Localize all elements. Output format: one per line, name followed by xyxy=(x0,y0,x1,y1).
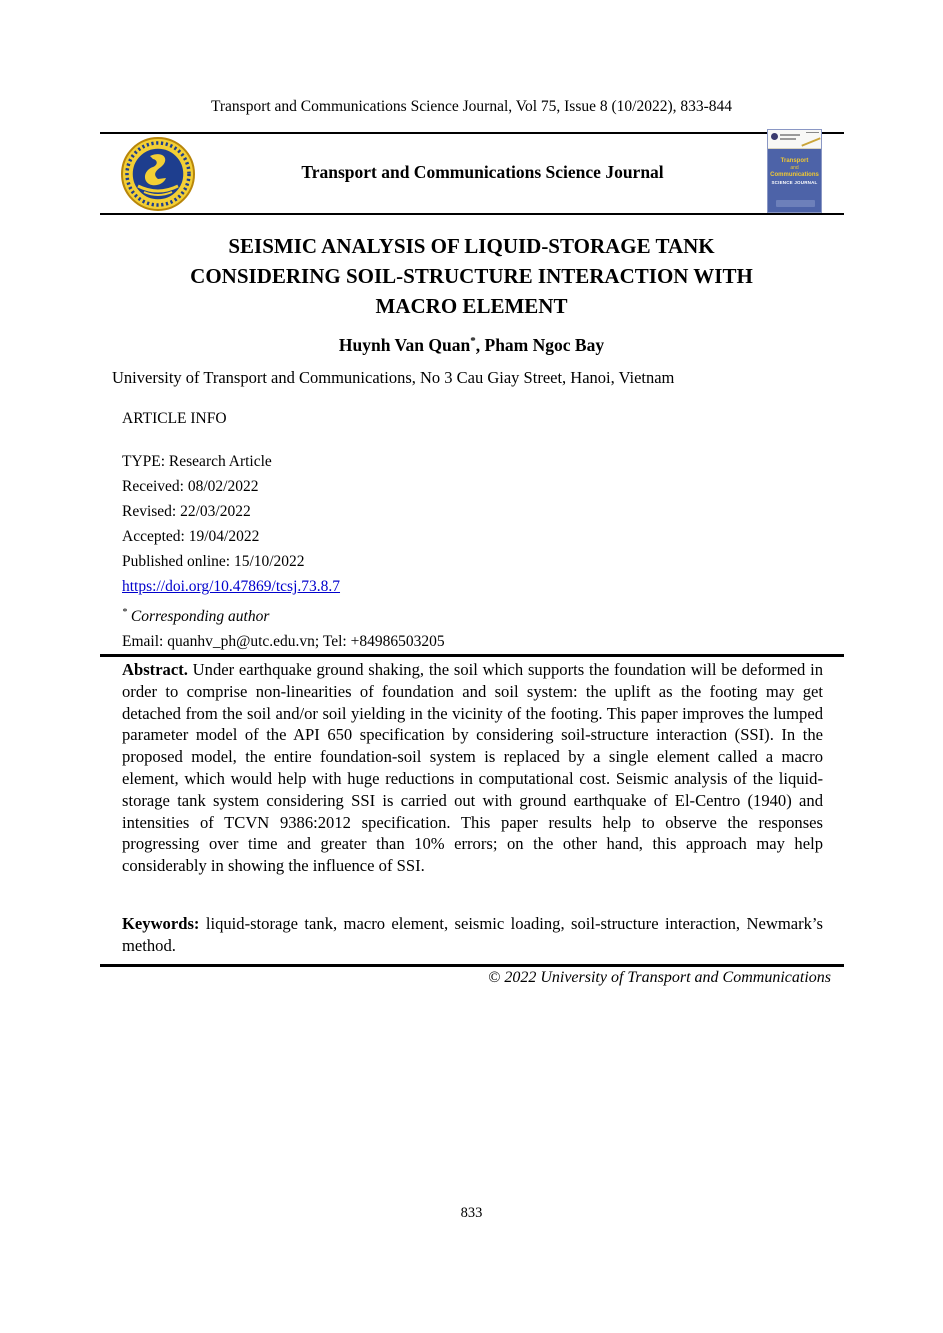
keywords-label: Keywords: xyxy=(122,914,200,933)
copyright-line: © 2022 University of Transport and Communications xyxy=(488,969,831,986)
doi-line xyxy=(122,574,682,599)
abstract-text: Under earthquake ground shaking, the soil which supports the foundation will be deformed in order to comprise non-linearities of foundation and soil system: the uplift as the footing may get detached from the soil and/or soil yielding in the vicinity of the footing. This paper improves the lumped parameter model of the API 650 specification by considering soil-structure interaction (SSI). In the proposed model, the entire foundation-soil system is replaced by a single element called a macro element, which would help with huge reductions in computational cost. Seismic analysis of the liquid-storage tank system considering SSI is carried out with ground earthquake of El-Centro (1940) and intensities of TCVN 9386:2012 specification. This paper results help to observe the responses progressing over time and greater than 10% errors; on the other hand, this approach may help considerably in showing the influence of SSI. xyxy=(122,660,823,876)
keywords-text: liquid-storage tank, macro element, seismic loading, soil-structure interaction, Newmark’s method. xyxy=(122,914,823,955)
contact-line: Email: quanhv_ph@utc.edu.vn; Tel: +84986503205 xyxy=(122,632,445,650)
utc-logo-icon xyxy=(120,136,196,212)
journal-cover-thumbnail xyxy=(767,129,822,213)
cover-title-line4: SCIENCE JOURNAL xyxy=(771,180,818,185)
cover-title-line3: Communications xyxy=(770,172,819,178)
paper-title-line3: MACRO ELEMENT xyxy=(375,294,568,318)
abstract-label: Abstract. xyxy=(122,660,188,679)
utc-logo xyxy=(120,136,196,212)
published-date: Published online: 15/10/2022 xyxy=(122,553,305,571)
article-info-block xyxy=(122,449,682,654)
cover-masthead xyxy=(768,130,821,149)
cover-title-line1: Transport xyxy=(780,158,809,164)
cover-logo-icon xyxy=(771,133,778,140)
divider-abstract-top xyxy=(100,654,844,657)
page-number: 833 xyxy=(460,1205,483,1221)
divider-keywords-bottom xyxy=(100,964,844,967)
revised-date: Revised: 22/03/2022 xyxy=(122,503,251,521)
paper-title xyxy=(0,231,943,321)
paper-title-line2: CONSIDERING SOIL-STRUCTURE INTERACTION WITH xyxy=(190,264,753,288)
accepted-date: Accepted: 19/04/2022 xyxy=(122,528,260,546)
cover-title-line2: and xyxy=(790,165,799,171)
article-info-heading: ARTICLE INFO xyxy=(122,410,227,427)
corresponding-author-marker: * xyxy=(470,335,476,348)
paper-title-line1: SEISMIC ANALYSIS OF LIQUID-STORAGE TANK xyxy=(228,234,715,258)
affiliation: University of Transport and Communications, No 3 Cau Giay Street, Hanoi, Vietnam xyxy=(112,368,675,387)
received-date: Received: 08/02/2022 xyxy=(122,478,259,496)
cover-footer-band xyxy=(776,200,815,207)
keywords xyxy=(122,913,823,957)
abstract xyxy=(122,659,823,877)
journal-banner-title: Transport and Communications Science Journal xyxy=(301,162,664,182)
running-head: Transport and Communications Science Journal, Vol 75, Issue 8 (10/2022), 833-844 xyxy=(210,98,733,115)
doi-link[interactable]: https://doi.org/10.47869/tcsj.73.8.7 xyxy=(122,578,341,596)
cover-title-block xyxy=(768,149,821,186)
authors-line: Huynh Van Quan*, Pham Ngoc Bay xyxy=(338,335,605,355)
article-type: TYPE: Research Article xyxy=(122,453,272,470)
cover-diagonal-accent xyxy=(801,137,820,146)
divider-banner-bottom xyxy=(100,213,844,215)
corresponding-author-note: * Corresponding author xyxy=(122,606,270,625)
divider-top xyxy=(100,132,844,134)
